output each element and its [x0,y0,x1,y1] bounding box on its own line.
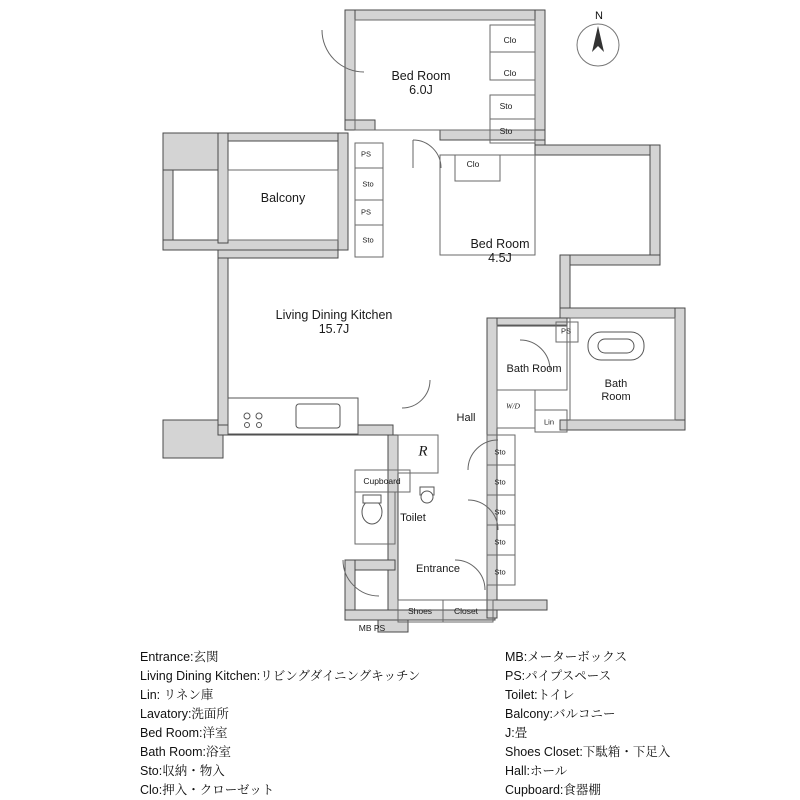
label-ps-3: PS [560,326,572,336]
legend-item: J:畳 [505,726,528,740]
room-label-hall: Hall [456,412,476,424]
legend-column-left [140,648,420,800]
room-label-lavatory: Bath Room [506,363,562,375]
room-label-toilet: Toilet [400,512,426,524]
compass-icon [577,24,619,66]
room-label-balcony: Balcony [260,191,306,205]
label-sto-7: Sto [494,507,506,517]
legend-item: Hall:ホール [505,764,568,778]
legend-item: Shoes Closet:下駄箱・下足入 [505,745,671,759]
label-sto-5: Sto [494,447,506,457]
legend [0,640,800,800]
legend-item: Balcony:バルコニー [505,707,616,721]
label-closet: Closet [453,606,479,616]
legend-item: Living Dining Kitchen:リビングダイニングキッチン [140,669,421,683]
label-sto-9: Sto [494,567,506,577]
legend-item: Cupboard:食器棚 [505,783,601,797]
legend-item: Bath Room:浴室 [140,745,232,759]
legend-item: Lin: リネン庫 [140,688,214,702]
room-label-bathroom: Bath Room [601,378,631,403]
legend-item: Clo:押入・クローゼット [140,783,275,797]
label-shoes: Shoes [407,606,433,616]
legend-column-right [505,648,670,800]
room-label-ldk: Living Dining Kitchen 15.7J [275,308,393,336]
label-ps-1: PS [360,149,372,159]
label-clo-3: Clo [466,159,480,169]
label-sto-2: Sto [499,126,513,136]
legend-item: Lavatory:洗面所 [140,707,229,721]
label-mb-ps: MB PS [358,623,386,633]
label-sto-6: Sto [494,477,506,487]
label-cupboard: Cupboard [363,476,401,486]
label-refrigerator: R [418,443,428,460]
label-sto-3: Sto [362,179,374,189]
wall-structure [163,10,685,632]
legend-item: PS:パイプスペース [505,669,612,683]
label-sto-1: Sto [499,101,513,111]
label-clo-2: Clo [503,68,517,78]
legend-item: Bed Room:洋室 [140,726,228,740]
compass-north-label: N [595,10,603,22]
label-sto-8: Sto [494,537,506,547]
room-label-bedroom-45j: Bed Room 4.5J [470,237,530,265]
legend-item: Toilet:トイレ [505,688,575,702]
legend-item: MB:メーターボックス [505,650,628,664]
room-label-bedroom-6j: Bed Room 6.0J [391,69,451,97]
room-label-entrance: Entrance [415,563,461,575]
legend-item: Entrance:玄関 [140,650,219,664]
label-washer-dryer: W/D [506,401,520,411]
label-lin: Lin [543,417,555,427]
legend-item: Sto:収納・物入 [140,764,225,778]
label-sto-4: Sto [362,235,374,245]
label-ps-2: PS [360,207,372,217]
label-clo-1: Clo [503,35,517,45]
